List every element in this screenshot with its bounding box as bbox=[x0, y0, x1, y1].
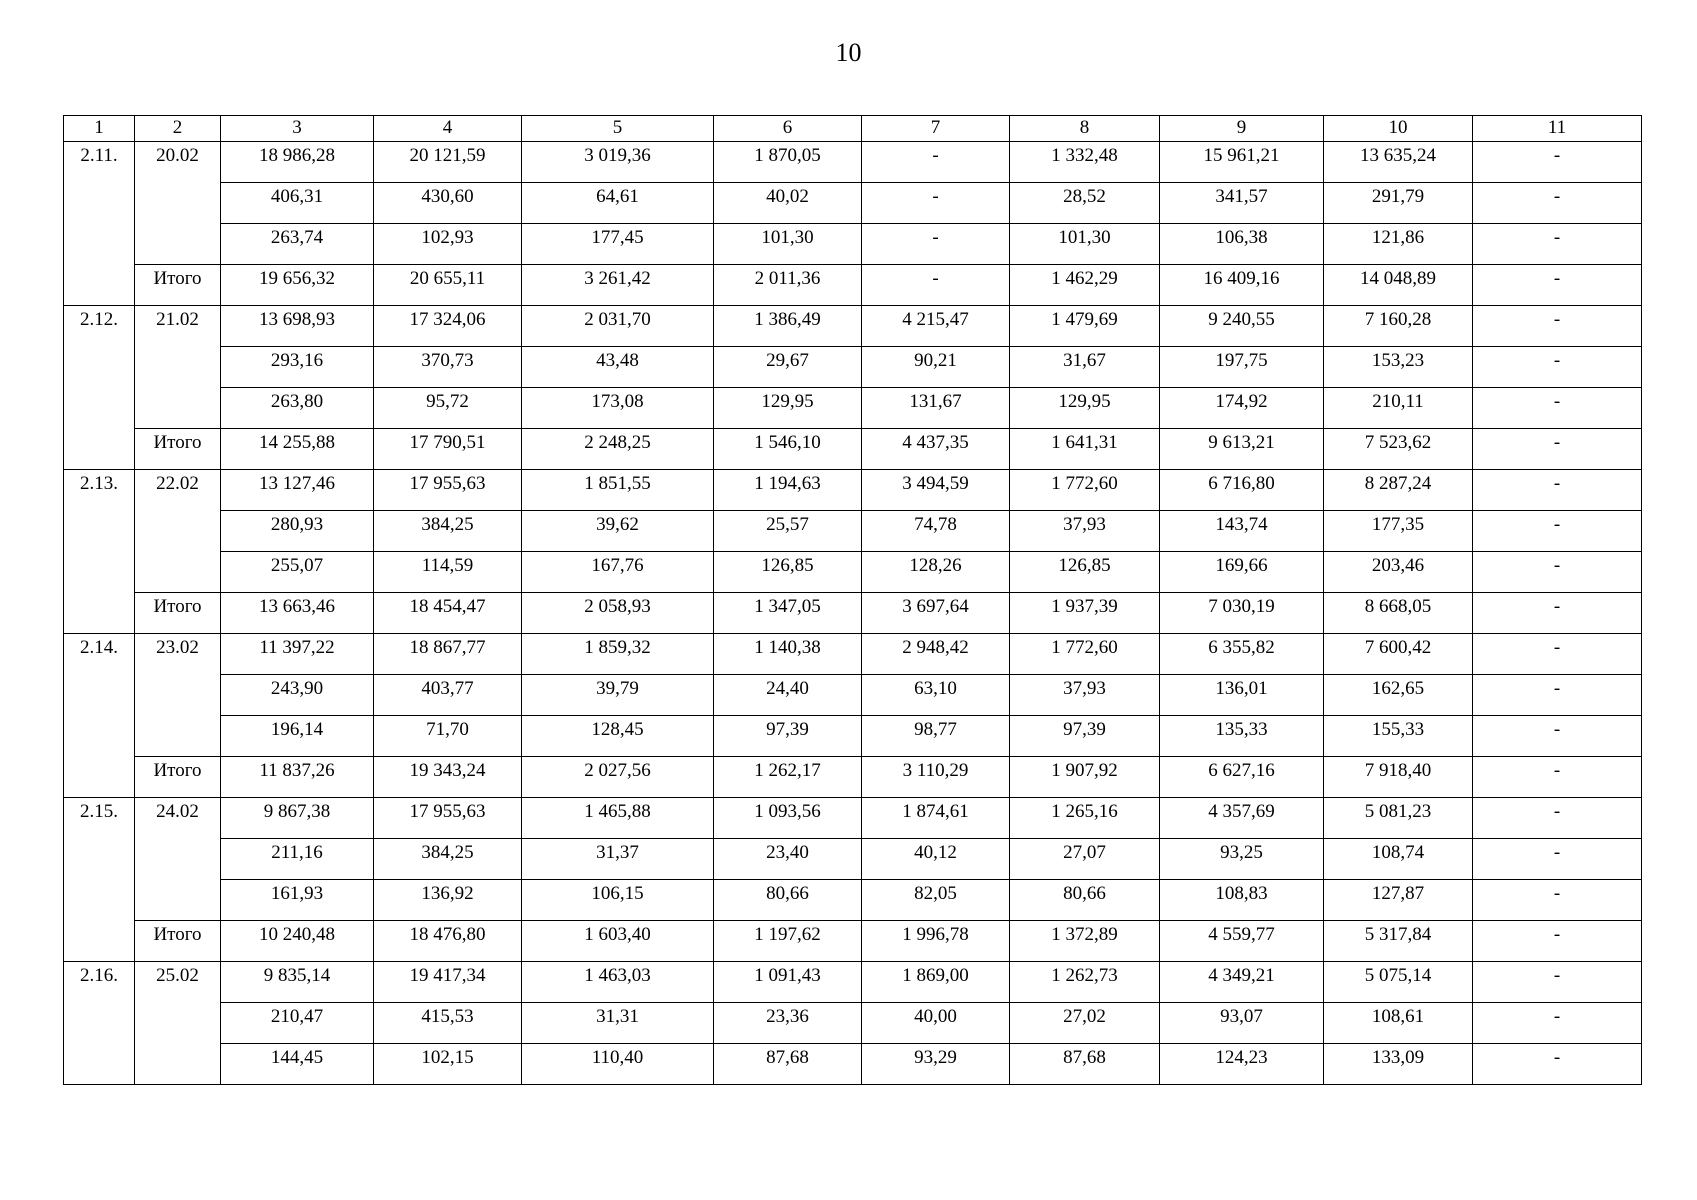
value-cell: 97,39 bbox=[1010, 716, 1160, 757]
total-value-cell: - bbox=[1473, 593, 1642, 634]
value-cell: 143,74 bbox=[1160, 511, 1324, 552]
value-cell: 196,14 bbox=[221, 716, 374, 757]
table-row bbox=[64, 347, 1642, 388]
value-cell: - bbox=[862, 142, 1010, 183]
value-cell: 19 417,34 bbox=[374, 962, 522, 1003]
value-cell: 1 465,88 bbox=[522, 798, 714, 839]
value-cell: 126,85 bbox=[714, 552, 862, 593]
table-row bbox=[64, 962, 1642, 1003]
total-value-cell: 16 409,16 bbox=[1160, 265, 1324, 306]
column-header: 1 bbox=[64, 116, 135, 142]
value-cell: 167,76 bbox=[522, 552, 714, 593]
value-cell: 97,39 bbox=[714, 716, 862, 757]
value-cell: 114,59 bbox=[374, 552, 522, 593]
value-cell: - bbox=[1473, 183, 1642, 224]
value-cell: 71,70 bbox=[374, 716, 522, 757]
value-cell: 177,35 bbox=[1324, 511, 1473, 552]
value-cell: 82,05 bbox=[862, 880, 1010, 921]
value-cell: 4 357,69 bbox=[1160, 798, 1324, 839]
value-cell: 13 698,93 bbox=[221, 306, 374, 347]
value-cell: 23,36 bbox=[714, 1003, 862, 1044]
value-cell: 131,67 bbox=[862, 388, 1010, 429]
value-cell: 106,38 bbox=[1160, 224, 1324, 265]
value-cell: 93,25 bbox=[1160, 839, 1324, 880]
total-value-cell: 2 058,93 bbox=[522, 593, 714, 634]
value-cell: 370,73 bbox=[374, 347, 522, 388]
value-cell: 243,90 bbox=[221, 675, 374, 716]
value-cell: 403,77 bbox=[374, 675, 522, 716]
column-header: 9 bbox=[1160, 116, 1324, 142]
total-value-cell: 14 048,89 bbox=[1324, 265, 1473, 306]
total-value-cell: 1 907,92 bbox=[1010, 757, 1160, 798]
value-cell: - bbox=[1473, 675, 1642, 716]
value-cell: 210,11 bbox=[1324, 388, 1473, 429]
value-cell: - bbox=[1473, 634, 1642, 675]
value-cell: 169,66 bbox=[1160, 552, 1324, 593]
value-cell: 40,12 bbox=[862, 839, 1010, 880]
value-cell: 23,40 bbox=[714, 839, 862, 880]
table-row bbox=[64, 1044, 1642, 1085]
value-cell: 28,52 bbox=[1010, 183, 1160, 224]
total-value-cell: 18 476,80 bbox=[374, 921, 522, 962]
value-cell: - bbox=[1473, 388, 1642, 429]
value-cell: - bbox=[1473, 511, 1642, 552]
value-cell: 128,26 bbox=[862, 552, 1010, 593]
date-cell: 21.02 bbox=[135, 306, 221, 429]
table-row bbox=[64, 716, 1642, 757]
total-label-cell: Итого bbox=[135, 593, 221, 634]
value-cell: 39,62 bbox=[522, 511, 714, 552]
value-cell: 144,45 bbox=[221, 1044, 374, 1085]
value-cell: 153,23 bbox=[1324, 347, 1473, 388]
value-cell: 37,93 bbox=[1010, 511, 1160, 552]
value-cell: 263,74 bbox=[221, 224, 374, 265]
total-value-cell: - bbox=[862, 265, 1010, 306]
value-cell: 1 859,32 bbox=[522, 634, 714, 675]
value-cell: 29,67 bbox=[714, 347, 862, 388]
date-cell: 22.02 bbox=[135, 470, 221, 593]
table-row bbox=[64, 634, 1642, 675]
value-cell: 8 287,24 bbox=[1324, 470, 1473, 511]
value-cell: 40,00 bbox=[862, 1003, 1010, 1044]
total-row bbox=[64, 265, 1642, 306]
value-cell: 9 240,55 bbox=[1160, 306, 1324, 347]
column-header: 11 bbox=[1473, 116, 1642, 142]
value-cell: 126,85 bbox=[1010, 552, 1160, 593]
value-cell: 15 961,21 bbox=[1160, 142, 1324, 183]
header-row bbox=[64, 116, 1642, 142]
value-cell: 13 127,46 bbox=[221, 470, 374, 511]
value-cell: 1 870,05 bbox=[714, 142, 862, 183]
value-cell: 27,02 bbox=[1010, 1003, 1160, 1044]
item-number-cell: 2.12. bbox=[64, 306, 135, 470]
value-cell: 13 635,24 bbox=[1324, 142, 1473, 183]
total-value-cell: 4 437,35 bbox=[862, 429, 1010, 470]
value-cell: 129,95 bbox=[1010, 388, 1160, 429]
value-cell: - bbox=[1473, 798, 1642, 839]
column-header: 2 bbox=[135, 116, 221, 142]
total-value-cell: 18 454,47 bbox=[374, 593, 522, 634]
value-cell: 31,31 bbox=[522, 1003, 714, 1044]
value-cell: - bbox=[1473, 880, 1642, 921]
value-cell: 1 772,60 bbox=[1010, 470, 1160, 511]
value-cell: - bbox=[1473, 142, 1642, 183]
value-cell: 384,25 bbox=[374, 839, 522, 880]
value-cell: 1 265,16 bbox=[1010, 798, 1160, 839]
value-cell: 101,30 bbox=[714, 224, 862, 265]
value-cell: - bbox=[1473, 470, 1642, 511]
value-cell: 135,33 bbox=[1160, 716, 1324, 757]
total-value-cell: 1 996,78 bbox=[862, 921, 1010, 962]
value-cell: 37,93 bbox=[1010, 675, 1160, 716]
value-cell: 31,67 bbox=[1010, 347, 1160, 388]
value-cell: 291,79 bbox=[1324, 183, 1473, 224]
value-cell: 4 215,47 bbox=[862, 306, 1010, 347]
total-label-cell: Итого bbox=[135, 265, 221, 306]
value-cell: 101,30 bbox=[1010, 224, 1160, 265]
total-value-cell: 20 655,11 bbox=[374, 265, 522, 306]
total-value-cell: 3 697,64 bbox=[862, 593, 1010, 634]
value-cell: 177,45 bbox=[522, 224, 714, 265]
value-cell: 5 081,23 bbox=[1324, 798, 1473, 839]
value-cell: 341,57 bbox=[1160, 183, 1324, 224]
value-cell: 95,72 bbox=[374, 388, 522, 429]
item-number-cell: 2.16. bbox=[64, 962, 135, 1085]
value-cell: 27,07 bbox=[1010, 839, 1160, 880]
value-cell: 18 986,28 bbox=[221, 142, 374, 183]
value-cell: 3 019,36 bbox=[522, 142, 714, 183]
table-row bbox=[64, 388, 1642, 429]
value-cell: 87,68 bbox=[714, 1044, 862, 1085]
value-cell: 2 031,70 bbox=[522, 306, 714, 347]
value-cell: 1 093,56 bbox=[714, 798, 862, 839]
column-header: 4 bbox=[374, 116, 522, 142]
value-cell: 106,15 bbox=[522, 880, 714, 921]
value-cell: - bbox=[1473, 839, 1642, 880]
table-row bbox=[64, 798, 1642, 839]
table-body bbox=[64, 142, 1642, 1085]
total-value-cell: 1 347,05 bbox=[714, 593, 862, 634]
total-value-cell: - bbox=[1473, 429, 1642, 470]
value-cell: - bbox=[1473, 224, 1642, 265]
value-cell: 210,47 bbox=[221, 1003, 374, 1044]
table-row bbox=[64, 552, 1642, 593]
value-cell: 98,77 bbox=[862, 716, 1010, 757]
total-value-cell: 10 240,48 bbox=[221, 921, 374, 962]
total-row bbox=[64, 921, 1642, 962]
total-value-cell: 1 462,29 bbox=[1010, 265, 1160, 306]
value-cell: 17 955,63 bbox=[374, 470, 522, 511]
total-label-cell: Итого bbox=[135, 429, 221, 470]
value-cell: 9 835,14 bbox=[221, 962, 374, 1003]
value-cell: 1 772,60 bbox=[1010, 634, 1160, 675]
value-cell: 155,33 bbox=[1324, 716, 1473, 757]
value-cell: 110,40 bbox=[522, 1044, 714, 1085]
table-row bbox=[64, 470, 1642, 511]
data-table bbox=[63, 115, 1642, 1085]
value-cell: 108,61 bbox=[1324, 1003, 1473, 1044]
date-cell: 24.02 bbox=[135, 798, 221, 921]
value-cell: 1 869,00 bbox=[862, 962, 1010, 1003]
value-cell: 17 955,63 bbox=[374, 798, 522, 839]
total-value-cell: 5 317,84 bbox=[1324, 921, 1473, 962]
total-value-cell: 6 627,16 bbox=[1160, 757, 1324, 798]
total-label-cell: Итого bbox=[135, 757, 221, 798]
value-cell: - bbox=[862, 183, 1010, 224]
total-value-cell: - bbox=[1473, 757, 1642, 798]
value-cell: 173,08 bbox=[522, 388, 714, 429]
total-value-cell: 1 546,10 bbox=[714, 429, 862, 470]
column-header: 3 bbox=[221, 116, 374, 142]
table-row bbox=[64, 306, 1642, 347]
total-value-cell: 1 262,17 bbox=[714, 757, 862, 798]
value-cell: 1 194,63 bbox=[714, 470, 862, 511]
value-cell: 63,10 bbox=[862, 675, 1010, 716]
value-cell: 136,92 bbox=[374, 880, 522, 921]
total-value-cell: 4 559,77 bbox=[1160, 921, 1324, 962]
table-row bbox=[64, 839, 1642, 880]
value-cell: - bbox=[1473, 347, 1642, 388]
value-cell: 90,21 bbox=[862, 347, 1010, 388]
value-cell: 1 463,03 bbox=[522, 962, 714, 1003]
value-cell: 18 867,77 bbox=[374, 634, 522, 675]
value-cell: 24,40 bbox=[714, 675, 862, 716]
value-cell: 1 874,61 bbox=[862, 798, 1010, 839]
value-cell: 80,66 bbox=[1010, 880, 1160, 921]
total-value-cell: 1 197,62 bbox=[714, 921, 862, 962]
table-row bbox=[64, 675, 1642, 716]
total-value-cell: 1 937,39 bbox=[1010, 593, 1160, 634]
value-cell: 93,29 bbox=[862, 1044, 1010, 1085]
value-cell: 127,87 bbox=[1324, 880, 1473, 921]
date-cell: 23.02 bbox=[135, 634, 221, 757]
table-header bbox=[64, 116, 1642, 142]
value-cell: 129,95 bbox=[714, 388, 862, 429]
total-value-cell: 17 790,51 bbox=[374, 429, 522, 470]
value-cell: 6 716,80 bbox=[1160, 470, 1324, 511]
value-cell: - bbox=[1473, 552, 1642, 593]
value-cell: 384,25 bbox=[374, 511, 522, 552]
value-cell: 9 867,38 bbox=[221, 798, 374, 839]
total-value-cell: 3 110,29 bbox=[862, 757, 1010, 798]
value-cell: 430,60 bbox=[374, 183, 522, 224]
total-value-cell: 2 011,36 bbox=[714, 265, 862, 306]
value-cell: 121,86 bbox=[1324, 224, 1473, 265]
total-value-cell: 1 372,89 bbox=[1010, 921, 1160, 962]
total-row bbox=[64, 429, 1642, 470]
item-number-cell: 2.14. bbox=[64, 634, 135, 798]
item-number-cell: 2.15. bbox=[64, 798, 135, 962]
table-row bbox=[64, 142, 1642, 183]
value-cell: 74,78 bbox=[862, 511, 1010, 552]
value-cell: 40,02 bbox=[714, 183, 862, 224]
value-cell: 108,83 bbox=[1160, 880, 1324, 921]
date-cell: 25.02 bbox=[135, 962, 221, 1085]
column-header: 7 bbox=[862, 116, 1010, 142]
value-cell: 31,37 bbox=[522, 839, 714, 880]
total-value-cell: 7 030,19 bbox=[1160, 593, 1324, 634]
value-cell: 203,46 bbox=[1324, 552, 1473, 593]
value-cell: 280,93 bbox=[221, 511, 374, 552]
value-cell: 7 600,42 bbox=[1324, 634, 1473, 675]
value-cell: 174,92 bbox=[1160, 388, 1324, 429]
value-cell: 1 091,43 bbox=[714, 962, 862, 1003]
value-cell: 102,15 bbox=[374, 1044, 522, 1085]
value-cell: 197,75 bbox=[1160, 347, 1324, 388]
column-header: 10 bbox=[1324, 116, 1473, 142]
value-cell: - bbox=[1473, 962, 1642, 1003]
column-header: 8 bbox=[1010, 116, 1160, 142]
table-row bbox=[64, 511, 1642, 552]
table-row bbox=[64, 880, 1642, 921]
total-value-cell: 11 837,26 bbox=[221, 757, 374, 798]
value-cell: 1 479,69 bbox=[1010, 306, 1160, 347]
value-cell: 1 140,38 bbox=[714, 634, 862, 675]
value-cell: - bbox=[1473, 1003, 1642, 1044]
value-cell: - bbox=[862, 224, 1010, 265]
value-cell: - bbox=[1473, 1044, 1642, 1085]
total-value-cell: 7 918,40 bbox=[1324, 757, 1473, 798]
value-cell: 64,61 bbox=[522, 183, 714, 224]
total-value-cell: - bbox=[1473, 265, 1642, 306]
value-cell: 93,07 bbox=[1160, 1003, 1324, 1044]
total-value-cell: 9 613,21 bbox=[1160, 429, 1324, 470]
value-cell: 87,68 bbox=[1010, 1044, 1160, 1085]
value-cell: 25,57 bbox=[714, 511, 862, 552]
table-row bbox=[64, 1003, 1642, 1044]
date-cell: 20.02 bbox=[135, 142, 221, 265]
value-cell: 108,74 bbox=[1324, 839, 1473, 880]
value-cell: 293,16 bbox=[221, 347, 374, 388]
total-value-cell: 8 668,05 bbox=[1324, 593, 1473, 634]
total-value-cell: 3 261,42 bbox=[522, 265, 714, 306]
table-row bbox=[64, 224, 1642, 265]
value-cell: - bbox=[1473, 716, 1642, 757]
item-number-cell: 2.13. bbox=[64, 470, 135, 634]
total-value-cell: 19 656,32 bbox=[221, 265, 374, 306]
total-value-cell: 1 641,31 bbox=[1010, 429, 1160, 470]
total-label-cell: Итого bbox=[135, 921, 221, 962]
total-row bbox=[64, 757, 1642, 798]
value-cell: 1 386,49 bbox=[714, 306, 862, 347]
value-cell: 1 262,73 bbox=[1010, 962, 1160, 1003]
total-value-cell: 13 663,46 bbox=[221, 593, 374, 634]
column-header: 5 bbox=[522, 116, 714, 142]
value-cell: 415,53 bbox=[374, 1003, 522, 1044]
value-cell: 102,93 bbox=[374, 224, 522, 265]
value-cell: 1 851,55 bbox=[522, 470, 714, 511]
column-header: 6 bbox=[714, 116, 862, 142]
value-cell: 136,01 bbox=[1160, 675, 1324, 716]
value-cell: 4 349,21 bbox=[1160, 962, 1324, 1003]
total-value-cell: 2 027,56 bbox=[522, 757, 714, 798]
value-cell: 11 397,22 bbox=[221, 634, 374, 675]
value-cell: 80,66 bbox=[714, 880, 862, 921]
value-cell: 6 355,82 bbox=[1160, 634, 1324, 675]
value-cell: 17 324,06 bbox=[374, 306, 522, 347]
value-cell: 5 075,14 bbox=[1324, 962, 1473, 1003]
value-cell: 263,80 bbox=[221, 388, 374, 429]
value-cell: 211,16 bbox=[221, 839, 374, 880]
value-cell: 255,07 bbox=[221, 552, 374, 593]
value-cell: 406,31 bbox=[221, 183, 374, 224]
total-value-cell: 2 248,25 bbox=[522, 429, 714, 470]
value-cell: 161,93 bbox=[221, 880, 374, 921]
total-value-cell: 1 603,40 bbox=[522, 921, 714, 962]
value-cell: 1 332,48 bbox=[1010, 142, 1160, 183]
value-cell: 39,79 bbox=[522, 675, 714, 716]
value-cell: 124,23 bbox=[1160, 1044, 1324, 1085]
value-cell: 162,65 bbox=[1324, 675, 1473, 716]
table-row bbox=[64, 183, 1642, 224]
value-cell: 133,09 bbox=[1324, 1044, 1473, 1085]
value-cell: 2 948,42 bbox=[862, 634, 1010, 675]
item-number-cell: 2.11. bbox=[64, 142, 135, 306]
value-cell: - bbox=[1473, 306, 1642, 347]
value-cell: 20 121,59 bbox=[374, 142, 522, 183]
value-cell: 7 160,28 bbox=[1324, 306, 1473, 347]
value-cell: 3 494,59 bbox=[862, 470, 1010, 511]
value-cell: 43,48 bbox=[522, 347, 714, 388]
total-row bbox=[64, 593, 1642, 634]
value-cell: 128,45 bbox=[522, 716, 714, 757]
total-value-cell: 7 523,62 bbox=[1324, 429, 1473, 470]
total-value-cell: 14 255,88 bbox=[221, 429, 374, 470]
page-number: 10 bbox=[835, 38, 862, 67]
total-value-cell: - bbox=[1473, 921, 1642, 962]
total-value-cell: 19 343,24 bbox=[374, 757, 522, 798]
